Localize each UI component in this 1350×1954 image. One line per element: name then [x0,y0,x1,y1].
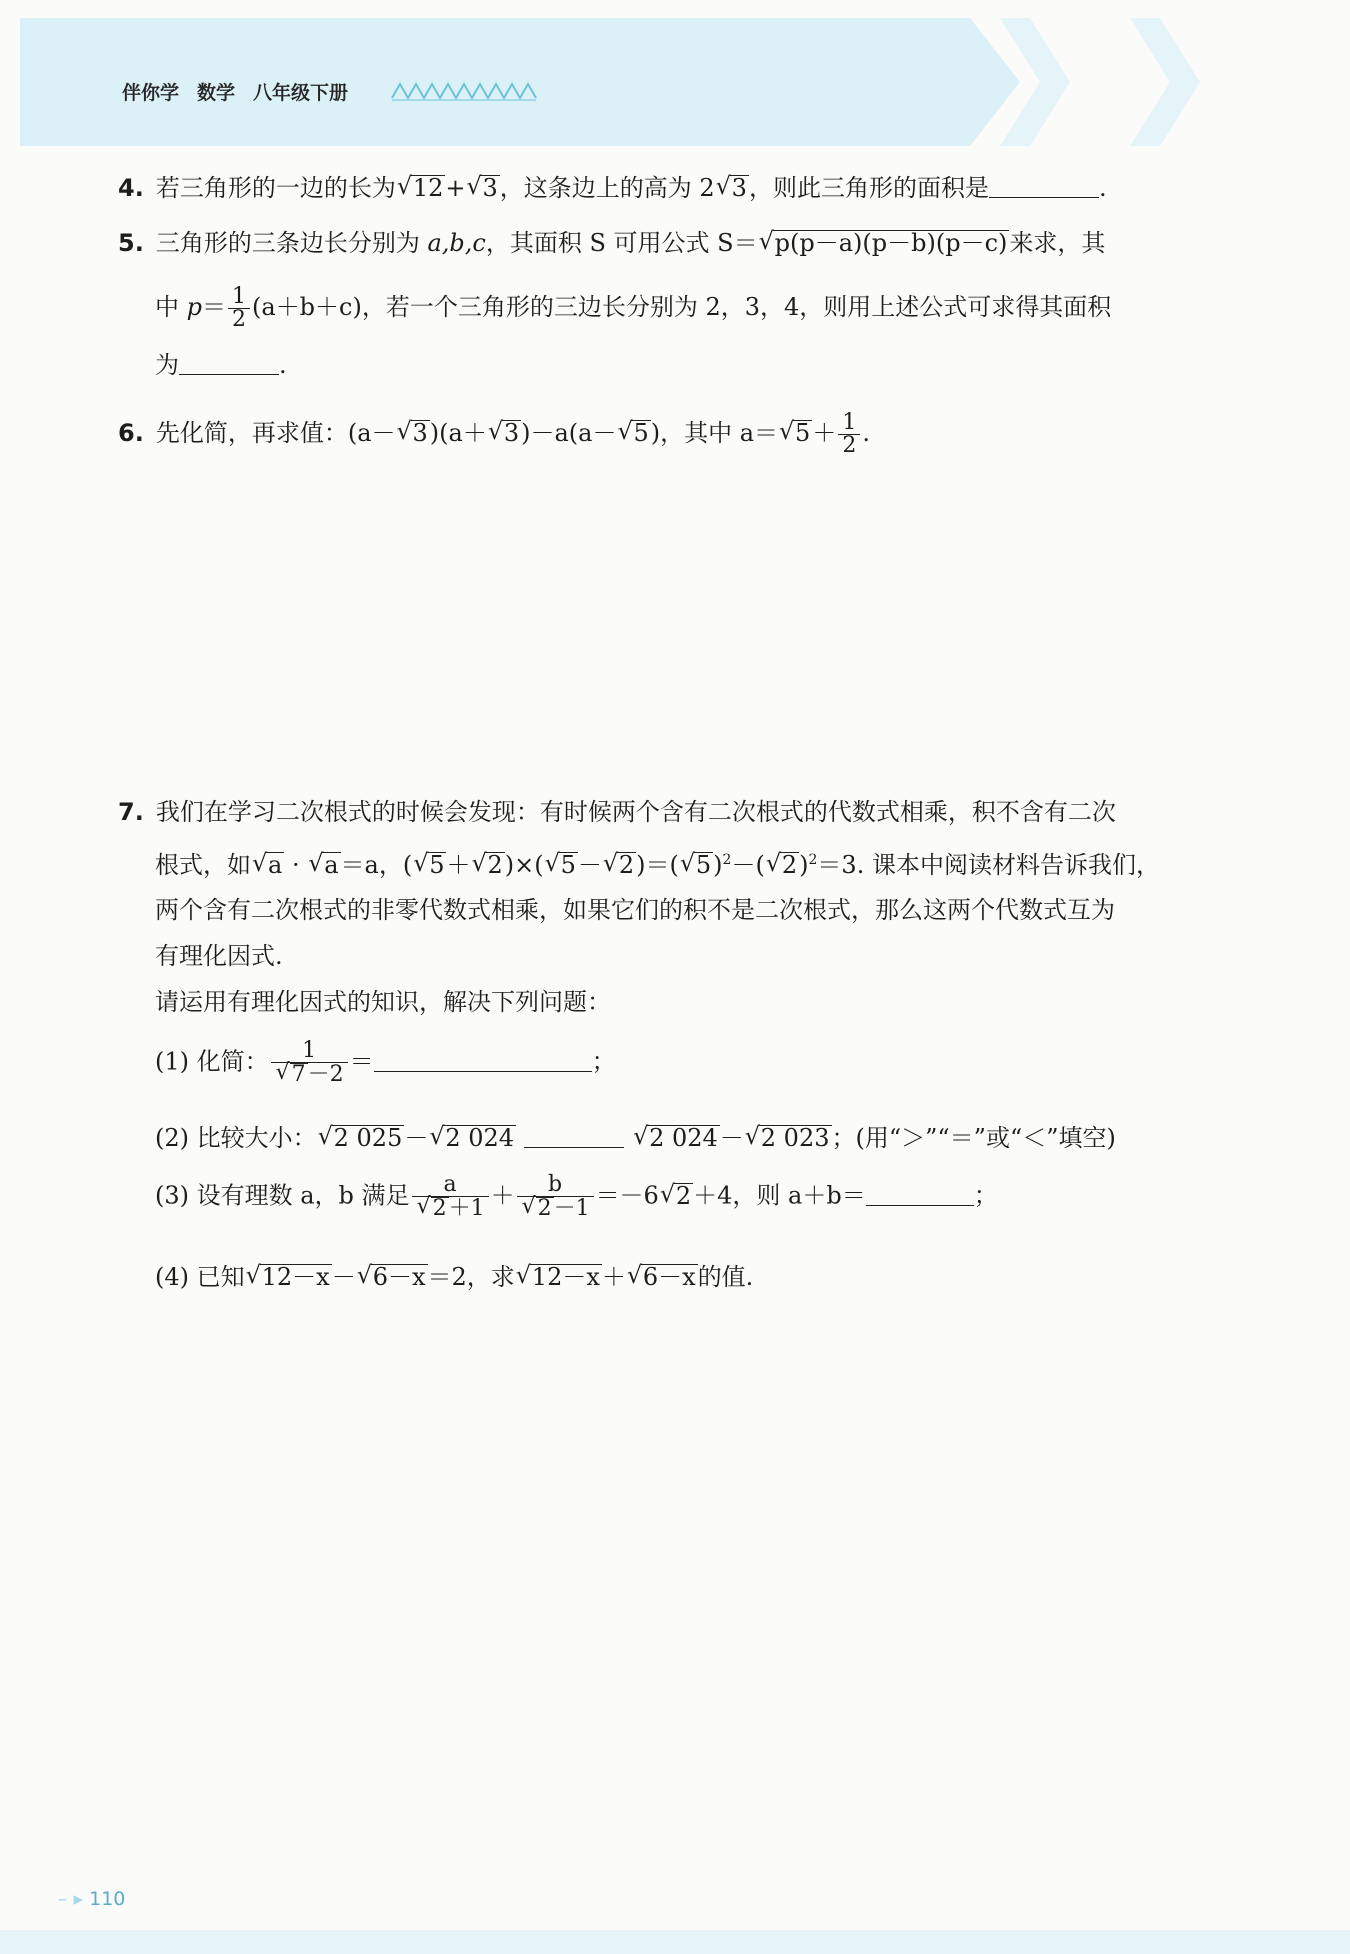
denominator [271,1063,348,1086]
radical: √ 12－x [260,1264,332,1289]
question-text: ＝2，求 [427,1263,515,1291]
header-chevron [1130,18,1200,146]
question-text: 来求，其 [1009,229,1106,257]
question-text: ＝－6 [595,1181,659,1210]
fraction [228,286,250,331]
q7-answer-space[interactable] [118,1310,1228,1870]
question-text: )×( [504,851,544,879]
subquestion-1 [155,1040,616,1086]
punctuation: . [279,351,287,379]
question-7-line-4 [155,944,283,968]
radical: √ 6－x [641,1264,698,1289]
header-title [122,78,366,105]
heron-formula-radical: √ p(p－a)(p－b)(p－c) [773,230,1010,255]
subject-name: 数学 [197,82,236,104]
question-text: )＝( [636,851,679,879]
question-text: ＋4，则 a＋b＝ [693,1181,866,1210]
operator: ＋ [601,1263,626,1291]
question-text: －( [731,851,765,879]
operator: － [404,1124,429,1152]
question-text: 中 [155,293,187,321]
radical: √ a [266,852,284,877]
question-text: ，则此三角形的面积是 [748,174,989,202]
radical: √ 2 [485,852,504,877]
subquestion-2 [155,1125,1116,1150]
question-text: ，这条边上的高为 2 [499,174,715,202]
radical: √ 5 [427,852,446,877]
question-text: 有理化因式. [155,942,283,970]
radical: √ 2 [431,1197,449,1220]
fraction [517,1174,594,1220]
question-text: ；(用“＞”“＝”或“＜”填空) [831,1124,1116,1152]
question-7-line-2 [155,852,1160,877]
question-6 [118,412,870,457]
question-text: 的值. [697,1263,754,1291]
radical: √ 5 [694,852,713,877]
denominator: 2 [232,307,247,332]
variable: p [186,293,203,321]
operator: · [284,851,308,879]
denominator: 2 [842,433,857,458]
operator: ＝ [349,1047,374,1076]
operator: ＋ [446,851,471,879]
question-4 [118,175,1107,200]
radical: √ 3 [480,175,499,200]
numerator: b [517,1174,594,1197]
answer-blank[interactable] [179,352,279,375]
subquestion-label: (4) 已知 [155,1263,245,1291]
fraction [271,1040,348,1086]
operator: ＋ [490,1181,515,1210]
grade-name: 八年级下册 [253,82,349,104]
arrow-icon: – ▸ [58,1888,90,1910]
question-text: (a＋b＋c)，若一个三角形的三边长分别为 2，3，4，则用上述公式可求得其面积 [252,293,1112,321]
radical: √ a [322,852,340,877]
answer-blank[interactable] [866,1183,974,1206]
operator: ＝ [202,293,227,321]
footer-band [0,1930,1350,1954]
question-text: 根式，如 [155,851,251,879]
operator: － [719,1124,744,1152]
question-text: ) [799,851,809,879]
page-number-value: 110 [89,1888,126,1910]
variables: a,b,c [427,229,486,257]
fraction [412,1174,489,1220]
operator: － [577,851,602,879]
question-text: )，其中 a＝ [650,419,779,447]
radical: √ 6－x [371,1264,428,1289]
question-number: 4. [118,174,144,202]
radical: √ 3 [502,420,521,445]
question-text: )－a(a－ [521,419,617,447]
radical: √ 3 [411,420,430,445]
fraction [838,412,860,457]
numerator: 1 [838,412,860,435]
punctuation: . [1098,174,1107,202]
series-name: 伴你学 [122,82,180,104]
radical: √ 2 [674,1183,693,1208]
operator: － [331,1263,356,1291]
page-number [58,1888,125,1910]
question-text: ，其面积 S 可用公式 S＝ [485,229,758,257]
subquestion-label: (2) 比较大小： [155,1124,317,1152]
question-7-line-1 [118,800,1116,824]
question-text: 两个含有二次根式的非零代数式相乘，如果它们的积不是二次根式，那么这两个代数式互为 [155,896,1115,924]
question-text: 请运用有理化因式的知识，解决下列问题： [155,988,611,1016]
denominator [412,1197,489,1220]
question-number: 7. [118,798,144,826]
question-7-line-3 [155,898,1115,922]
question-text: 三角形的三条边长分别为 [155,229,428,257]
radical: √ 2 024 [647,1125,720,1150]
operator: ＋ [812,419,837,447]
punctuation: . [862,419,870,447]
radical: √ 12－x [530,1264,602,1289]
question-text: ) [713,851,723,879]
exponent: 2 [722,852,732,868]
subquestion-label: (1) 化简： [155,1047,269,1076]
question-number: 6. [118,419,144,447]
question-text: 若三角形的一边的长为 [155,174,396,202]
radical: √ 3 [730,175,749,200]
q6-answer-space[interactable] [118,460,1228,780]
punctuation: ； [973,1181,998,1210]
question-text: 为 [155,351,179,379]
exponent: 2 [808,852,818,868]
radical: √ 5 [793,420,812,445]
question-number: 5. [118,229,144,257]
subquestion-4 [155,1264,753,1289]
radical: √ 2 025 [332,1125,405,1150]
radical: √ 2 [617,852,636,877]
numerator: 1 [228,286,250,309]
answer-blank[interactable] [374,1049,592,1072]
question-5-line-1 [118,230,1105,255]
numerator: 1 [271,1040,348,1063]
punctuation: ； [591,1047,616,1076]
radical: √ 7 [290,1063,308,1086]
question-5-line-2 [155,286,1111,331]
question-text: 先化简，再求值：(a－ [155,419,396,447]
question-text: 我们在学习二次根式的时候会发现：有时候两个含有二次根式的代数式相乘，积不含有二次 [155,798,1116,826]
question-text: )(a＋ [429,419,487,447]
question-5-line-3 [155,352,287,377]
radical: √ 5 [559,852,578,877]
term: －1 [553,1196,590,1221]
subquestion-3 [155,1174,998,1220]
operator: + [445,174,466,202]
radical: √ 5 [631,420,650,445]
numerator: a [412,1174,489,1197]
denominator [517,1197,594,1220]
radical: √ 2 023 [759,1125,832,1150]
answer-blank[interactable] [989,175,1099,198]
zigzag-decoration [390,80,538,102]
question-text: ＝3. 课本中阅读材料告诉我们， [817,851,1160,879]
term: －2 [307,1062,344,1087]
radical: √ 2 024 [443,1125,516,1150]
radical: √ 2 [780,852,799,877]
term: ＋1 [448,1196,485,1221]
subquestion-label: (3) 设有理数 a，b 满足 [155,1181,410,1210]
radical: √ 2 [536,1197,554,1220]
question-text: ＝a，( [340,851,413,879]
question-7-line-5 [155,990,611,1014]
radical: √ 12 [411,175,446,200]
answer-blank[interactable] [524,1125,624,1148]
